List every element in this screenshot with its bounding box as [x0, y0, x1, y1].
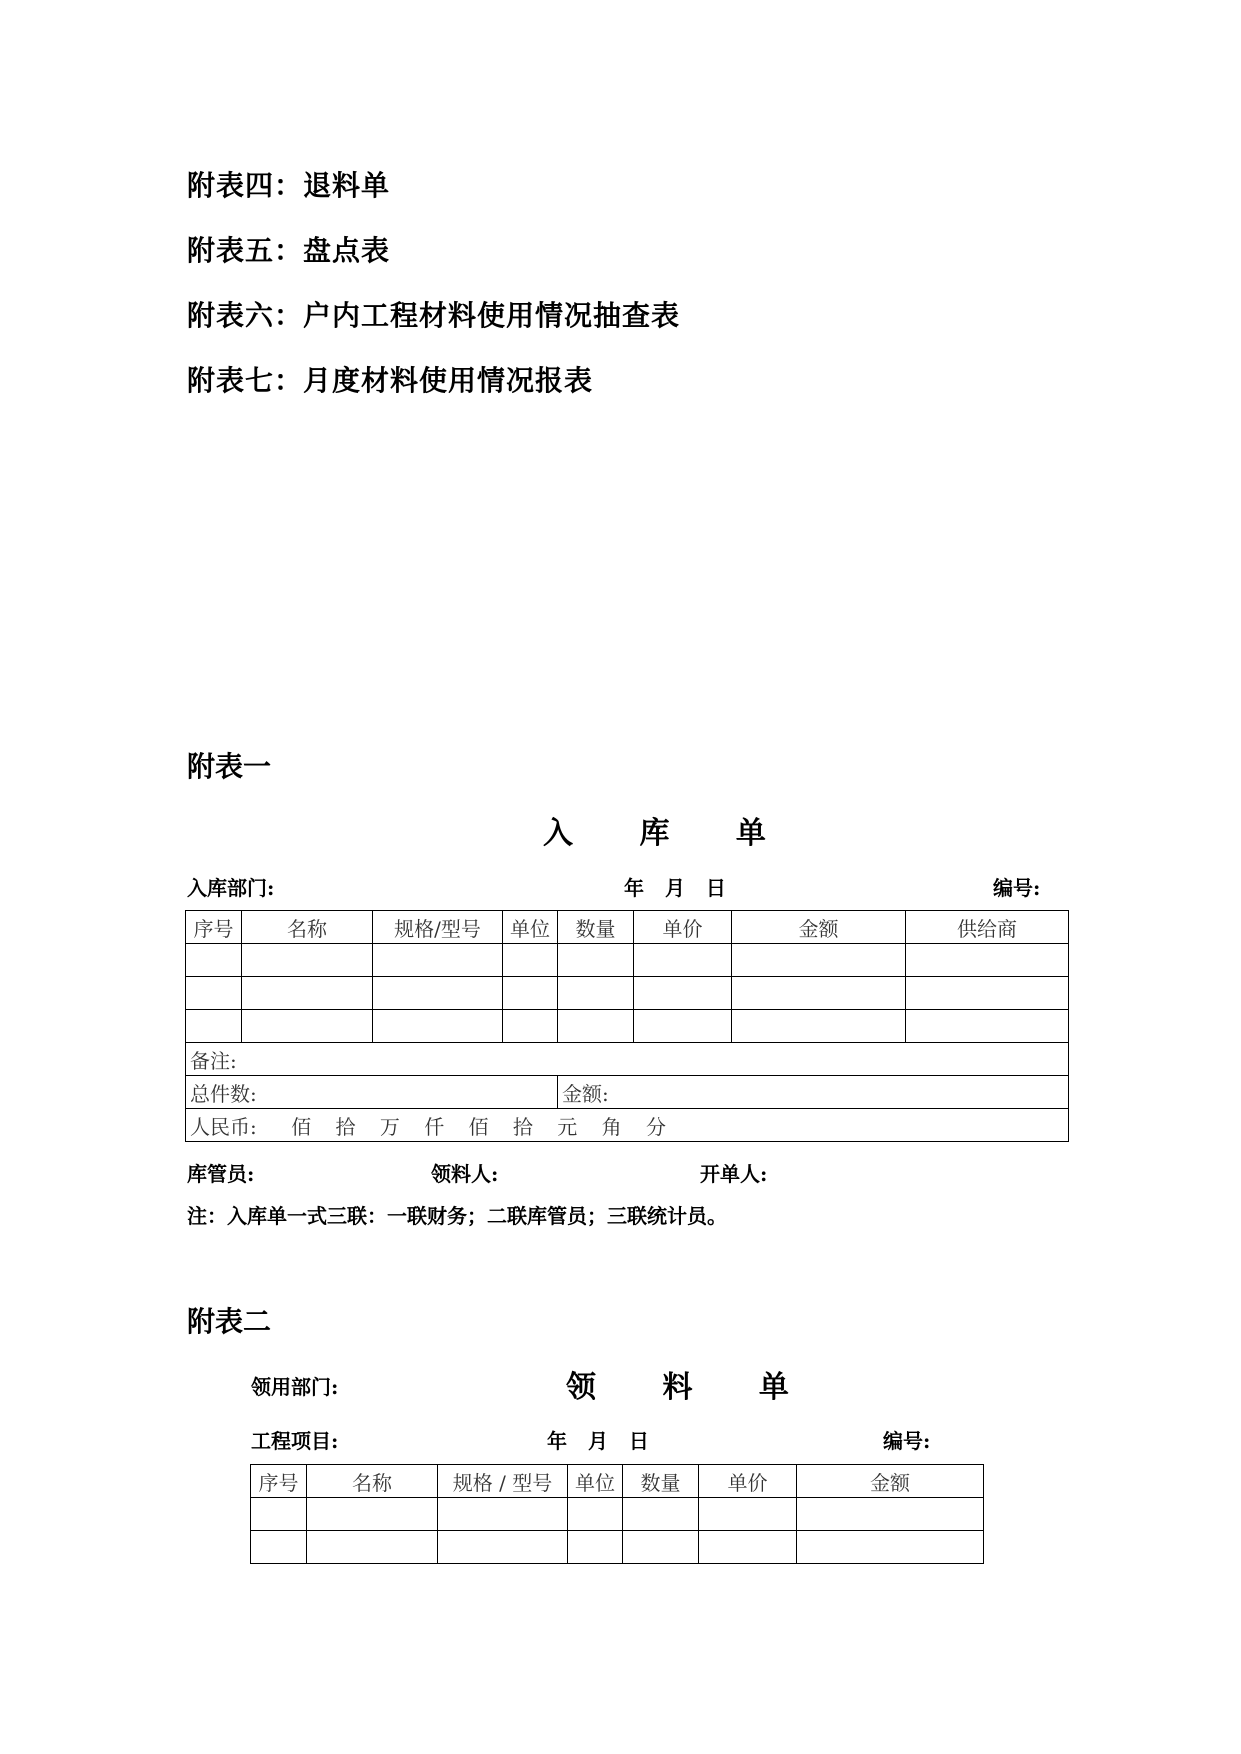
table-cell[interactable]: [906, 977, 1069, 1010]
rmb-unit: 万: [379, 1114, 400, 1139]
col-header-amount: 金额: [732, 911, 906, 944]
form1-section-label: 附表一: [187, 750, 272, 783]
table-cell[interactable]: [186, 944, 242, 977]
form2-number-label: 编号:: [883, 1429, 931, 1453]
rmb-unit: 拾: [512, 1114, 533, 1139]
rmb-unit: 角: [601, 1114, 622, 1139]
table-cell[interactable]: [438, 1531, 568, 1564]
table-cell[interactable]: [373, 944, 503, 977]
table-cell[interactable]: [558, 1010, 634, 1043]
receiver-label: 领料人:: [431, 1162, 499, 1186]
table-cell[interactable]: [568, 1498, 623, 1531]
table-cell[interactable]: [623, 1498, 699, 1531]
form2-section-label: 附表二: [187, 1305, 272, 1338]
table-cell[interactable]: [732, 944, 906, 977]
form1-note: 注：入库单一式三联：一联财务；二联库管员；三联统计员。: [187, 1204, 727, 1228]
rmb-unit: 仟: [424, 1114, 445, 1139]
table-cell[interactable]: [242, 944, 373, 977]
table-row: [251, 1498, 984, 1531]
table-row: [186, 944, 1069, 977]
table-cell[interactable]: [906, 1010, 1069, 1043]
table-cell[interactable]: [732, 977, 906, 1010]
form2-dept-label: 领用部门:: [251, 1375, 339, 1399]
table-cell[interactable]: [503, 944, 558, 977]
table-cell[interactable]: [797, 1531, 984, 1564]
table-row: [186, 1010, 1069, 1043]
toc-item-4: 附表四：退料单: [187, 169, 391, 202]
table-cell[interactable]: [732, 1010, 906, 1043]
table-row: [251, 1531, 984, 1564]
form1-remark-row: [186, 1043, 1069, 1076]
rmb-unit: 分: [645, 1114, 666, 1139]
table-cell[interactable]: [373, 977, 503, 1010]
table-cell[interactable]: [906, 944, 1069, 977]
table-cell[interactable]: [242, 977, 373, 1010]
col-header-name: 名称: [242, 911, 373, 944]
rmb-unit: 佰: [468, 1114, 489, 1139]
col-header-index: 序号: [251, 1465, 307, 1498]
table-cell[interactable]: [623, 1531, 699, 1564]
table-cell[interactable]: [503, 1010, 558, 1043]
table-cell[interactable]: [186, 1010, 242, 1043]
rmb-unit: 佰: [291, 1114, 312, 1139]
col-header-price: 单价: [699, 1465, 797, 1498]
table-cell[interactable]: [186, 977, 242, 1010]
form1-title: 入 库 单: [543, 816, 794, 851]
issuer-label: 开单人:: [700, 1162, 768, 1186]
col-header-qty: 数量: [558, 911, 634, 944]
col-header-spec: 规格 / 型号: [438, 1465, 568, 1498]
col-header-unit: 单位: [503, 911, 558, 944]
table-cell[interactable]: [634, 944, 732, 977]
col-header-amount: 金额: [797, 1465, 984, 1498]
col-header-spec: 规格/型号: [373, 911, 503, 944]
table-cell[interactable]: [699, 1498, 797, 1531]
toc-item-5: 附表五：盘点表: [187, 234, 391, 267]
table-cell[interactable]: [242, 1010, 373, 1043]
col-header-unit: 单位: [568, 1465, 623, 1498]
table-row: [186, 977, 1069, 1010]
table-cell[interactable]: [558, 944, 634, 977]
table-cell[interactable]: [797, 1498, 984, 1531]
toc-item-7: 附表七：月度材料使用情况报表: [187, 364, 594, 397]
col-header-supplier: 供给商: [906, 911, 1069, 944]
keeper-label: 库管员:: [187, 1162, 255, 1186]
form2-title: 领 料 单: [566, 1370, 817, 1405]
table-cell[interactable]: [307, 1531, 438, 1564]
table-cell[interactable]: [307, 1498, 438, 1531]
table-cell[interactable]: [373, 1010, 503, 1043]
form2-table: [250, 1464, 984, 1564]
remark-label[interactable]: 备注:: [186, 1043, 1069, 1076]
form1-total-row: [186, 1076, 1069, 1109]
table-cell[interactable]: [568, 1531, 623, 1564]
rmb-cell[interactable]: [186, 1109, 1069, 1142]
table-cell[interactable]: [699, 1531, 797, 1564]
form1-date-label: 年 月 日: [624, 876, 726, 900]
col-header-name: 名称: [307, 1465, 438, 1498]
amount-label[interactable]: 金额:: [558, 1076, 1069, 1109]
table-cell[interactable]: [438, 1498, 568, 1531]
form2-project-label: 工程项目:: [251, 1429, 339, 1453]
total-count-label[interactable]: 总件数:: [186, 1076, 558, 1109]
form1-dept-label: 入库部门:: [187, 876, 275, 900]
form1-header-row: [186, 911, 1069, 944]
table-cell[interactable]: [503, 977, 558, 1010]
form2-date-label: 年 月 日: [547, 1429, 649, 1453]
form1-table: [185, 910, 1069, 1142]
rmb-unit: 元: [557, 1114, 578, 1139]
table-cell[interactable]: [558, 977, 634, 1010]
toc-item-6: 附表六：户内工程材料使用情况抽查表: [187, 299, 681, 332]
rmb-unit: 拾: [335, 1114, 356, 1139]
table-cell[interactable]: [251, 1498, 307, 1531]
form1-rmb-row: [186, 1109, 1069, 1142]
form2-header-row: [251, 1465, 984, 1498]
rmb-label: 人民币:: [190, 1114, 257, 1139]
table-cell[interactable]: [634, 977, 732, 1010]
col-header-price: 单价: [634, 911, 732, 944]
table-cell[interactable]: [251, 1531, 307, 1564]
form1-number-label: 编号:: [993, 876, 1041, 900]
col-header-index: 序号: [186, 911, 242, 944]
table-cell[interactable]: [634, 1010, 732, 1043]
col-header-qty: 数量: [623, 1465, 699, 1498]
